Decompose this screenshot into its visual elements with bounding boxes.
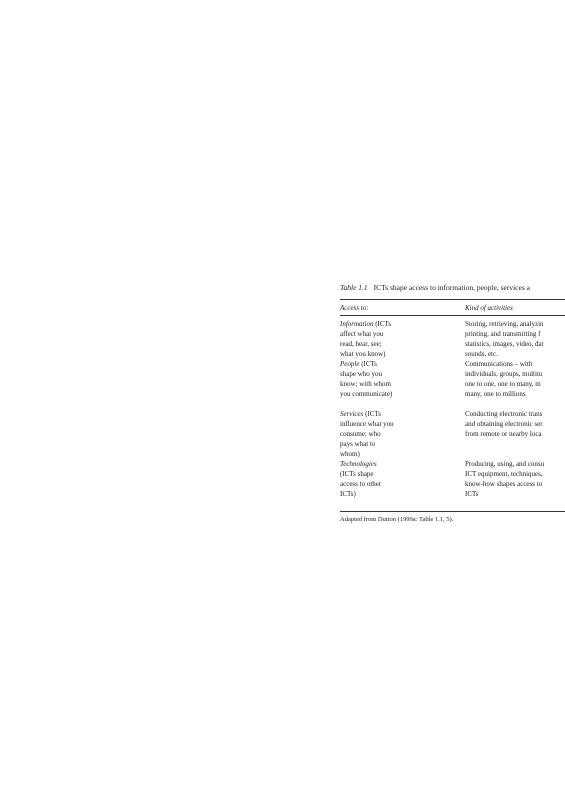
- access-line: [340, 359, 465, 369]
- activity-line: printing, and transmitting f: [465, 330, 541, 338]
- access-text: influence what you: [340, 420, 394, 428]
- access-line: [340, 379, 465, 389]
- access-text: pays what to: [340, 440, 376, 448]
- table-caption-label: Table 1.1: [340, 283, 368, 292]
- table-caption-text: ICTs shape access to information, people, services a: [373, 283, 530, 292]
- activity-cell: [465, 459, 565, 499]
- activity-line: Communications – with: [465, 360, 533, 368]
- table-row-people: [340, 359, 565, 399]
- access-line: [340, 439, 465, 449]
- access-text: consume; who: [340, 430, 381, 438]
- activity-line: one to one, one to many, m: [465, 380, 541, 388]
- access-line: [340, 419, 465, 429]
- activity-line: ICTs: [465, 490, 479, 498]
- access-text: what you know): [340, 350, 386, 358]
- access-cell: [340, 359, 465, 399]
- access-term: Technologies: [340, 460, 377, 468]
- activity-line: many, one to millions: [465, 390, 526, 398]
- access-line: [340, 369, 465, 379]
- access-cell: [340, 319, 465, 359]
- activity-line: statistics, images, video, dat: [465, 340, 544, 348]
- bottom-rule: [340, 511, 565, 512]
- table-row-technologies: [340, 459, 565, 499]
- activity-line: Storing, retrieving, analyzin: [465, 320, 544, 328]
- access-text: read, hear, see;: [340, 340, 382, 348]
- access-line: [340, 479, 465, 489]
- access-text: (ICTs: [373, 320, 392, 328]
- access-line: [340, 489, 465, 499]
- access-line: [340, 339, 465, 349]
- access-line: [340, 459, 465, 469]
- access-line: [340, 389, 465, 399]
- access-text: affect what you: [340, 330, 384, 338]
- activity-cell: [465, 359, 565, 399]
- activity-line: from remote or nearby loca: [465, 430, 542, 438]
- table-row-information: [340, 319, 565, 359]
- access-text: shape who you: [340, 370, 382, 378]
- activity-line: Producing, using, and consu: [465, 460, 545, 468]
- activity-line: ICT equipment, techniques,: [465, 470, 543, 478]
- access-text: (ICTs: [363, 410, 381, 418]
- access-line: [340, 449, 465, 459]
- access-term: People: [340, 360, 360, 368]
- activity-cell: [465, 409, 565, 459]
- row-gap: [340, 399, 565, 409]
- access-line: [340, 319, 465, 329]
- header-access-to: Access to:: [340, 304, 369, 312]
- access-text: know; with whom: [340, 380, 391, 388]
- access-text: (ICTs: [359, 360, 378, 368]
- access-term: Services: [340, 410, 364, 418]
- table-header-row: [340, 300, 565, 315]
- header-kind-of-activities: Kind of activities: [465, 304, 513, 312]
- access-text: you communicate): [340, 390, 393, 398]
- access-text: ICTs): [340, 490, 356, 498]
- access-line: [340, 429, 465, 439]
- activity-line: know-how shapes access to: [465, 480, 543, 488]
- table-row-services: [340, 409, 565, 459]
- table-block: [340, 283, 565, 525]
- access-text: (ICTs shape: [340, 470, 374, 478]
- table-caption: [340, 283, 565, 293]
- access-line: [340, 329, 465, 339]
- access-text: access to other: [340, 480, 382, 488]
- activity-line: sounds, etc.: [465, 350, 498, 358]
- access-text: whom): [340, 450, 360, 458]
- access-term: Information: [340, 320, 374, 328]
- access-cell: [340, 459, 465, 499]
- activity-line: Conducting electronic trans: [465, 410, 543, 418]
- activity-line: individuals, groups, multitu: [465, 370, 543, 378]
- access-line: [340, 349, 465, 359]
- access-cell: [340, 409, 465, 459]
- access-line: [340, 469, 465, 479]
- access-line: [340, 409, 465, 419]
- activity-cell: [465, 319, 565, 359]
- source-note: Adapted from Dutton (1999a: Table 1.1, 5).: [340, 516, 454, 523]
- activity-line: and obtaining electronic ser: [465, 420, 543, 428]
